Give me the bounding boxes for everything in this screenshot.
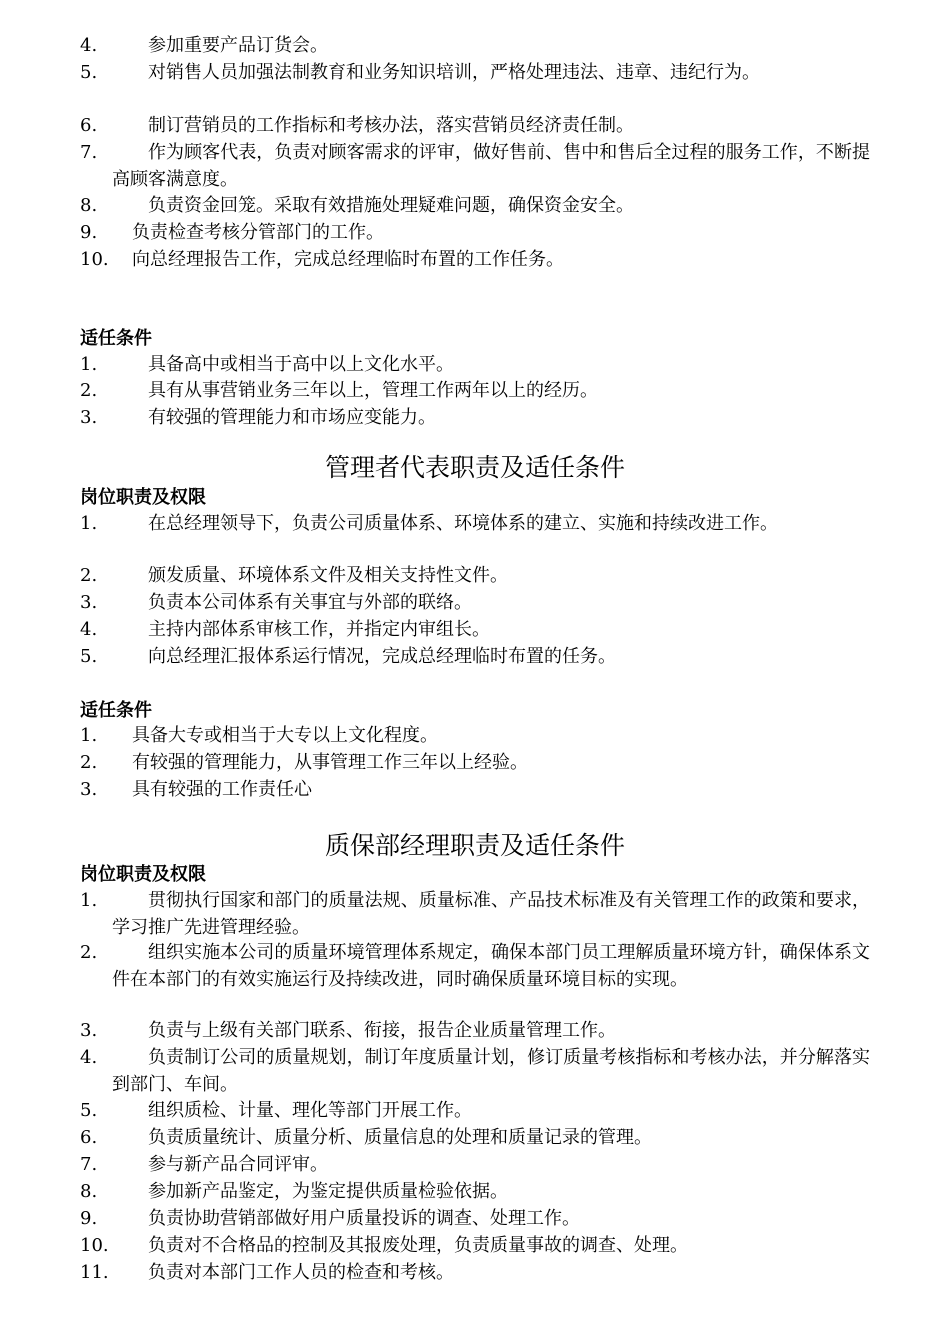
item-number: 2. [80,565,98,586]
list-item [80,617,870,644]
item-number: 1. [80,725,98,746]
item-text: 具备高中或相当于高中以上文化水平。 [148,354,454,375]
item-text: 负责检查考核分管部门的工作。 [132,222,384,243]
item-text: 参加新产品鉴定，为鉴定提供质量检验依据。 [148,1181,508,1202]
item-text: 向总经理汇报体系运行情况，完成总经理临时布置的任务。 [148,646,616,667]
list-item [80,1179,870,1206]
list-item [80,1045,870,1098]
item-number: 8. [80,195,98,216]
item-number: 9. [80,222,98,243]
item-text: 在总经理领导下，负责公司质量体系、环境体系的建立、实施和持续改进工作。 [148,513,778,534]
list-item [80,590,870,617]
item-number: 5. [80,62,98,83]
item-number: 3. [80,592,98,613]
item-text: 负责对不合格品的控制及其报废处理，负责质量事故的调查、处理。 [148,1235,688,1256]
item-number: 1. [80,513,98,534]
item-text: 对销售人员加强法制教育和业务知识培训，严格处理违法、违章、违纪行为。 [148,62,760,83]
list-item [80,378,870,405]
list-item [80,247,870,274]
item-text: 颁发质量、环境体系文件及相关支持性文件。 [148,565,508,586]
item-text: 参加重要产品订货会。 [148,35,328,56]
item-number: 7. [80,142,98,163]
item-number: 4. [80,1047,98,1068]
list-item [80,644,870,671]
list-item [80,140,870,193]
list-item [80,405,870,432]
item-text: 负责本公司体系有关事宜与外部的联络。 [148,592,472,613]
section-heading: 适任条件 [80,328,152,349]
item-text: 负责资金回笼。采取有效措施处理疑难问题，确保资金安全。 [148,195,634,216]
item-number: 10. [80,1235,109,1256]
item-text: 有较强的管理能力和市场应变能力。 [148,407,436,428]
list-item [80,352,870,379]
item-text: 具备大专或相当于大专以上文化程度。 [132,725,438,746]
item-text: 贯彻执行国家和部门的质量法规、质量标准、产品技术标准及有关管理工作的政策和要求，学习推广先进管理经验。 [112,890,870,938]
list-item [80,1152,870,1179]
item-number: 1. [80,354,98,375]
list-item [80,750,870,777]
item-number: 9. [80,1208,98,1229]
item-text: 有较强的管理能力，从事管理工作三年以上经验。 [132,752,528,773]
item-number: 11. [80,1262,109,1283]
section-heading: 岗位职责及权限 [80,487,206,508]
item-text: 负责对本部门工作人员的检查和考核。 [148,1262,454,1283]
item-number: 6. [80,115,98,136]
list-item [80,1125,870,1152]
list-item [80,1098,870,1125]
item-text: 作为顾客代表，负责对顾客需求的评审，做好售前、售中和售后全过程的服务工作，不断提高顾客满意度。 [112,142,870,190]
item-number: 7. [80,1154,98,1175]
section-title: 质保部经理职责及适任条件 [324,831,625,860]
item-text: 负责协助营销部做好用户质量投诉的调查、处理工作。 [148,1208,580,1229]
item-text: 组织实施本公司的质量环境管理体系规定，确保本部门员工理解质量环境方针，确保体系文件在本部门的有效实施运行及持续改进，同时确保质量环境目标的实现。 [112,942,870,990]
list-item [80,888,870,941]
item-text: 负责与上级有关部门联系、衔接，报告企业质量管理工作。 [148,1020,616,1041]
item-text: 具有从事营销业务三年以上，管理工作两年以上的经历。 [148,380,598,401]
item-text: 负责质量统计、质量分析、质量信息的处理和质量记录的管理。 [148,1127,652,1148]
item-number: 2. [80,752,98,773]
section-heading: 适任条件 [80,700,152,721]
item-number: 6. [80,1127,98,1148]
item-text: 组织质检、计量、理化等部门开展工作。 [148,1100,472,1121]
item-number: 5. [80,646,98,667]
item-number: 5. [80,1100,98,1121]
item-text: 制订营销员的工作指标和考核办法，落实营销员经济责任制。 [148,115,634,136]
item-number: 3. [80,407,98,428]
item-text: 负责制订公司的质量规划，制订年度质量计划，修订质量考核指标和考核办法，并分解落实到部门、车间。 [112,1047,870,1095]
list-item [80,1233,870,1260]
list-item [80,511,870,538]
item-text: 具有较强的工作责任心 [132,779,312,800]
section-heading: 岗位职责及权限 [80,864,206,885]
list-item [80,1260,870,1287]
item-number: 10. [80,249,109,270]
list-item [80,1206,870,1233]
list-item [80,193,870,220]
section-title: 管理者代表职责及适任条件 [324,453,625,482]
item-number: 2. [80,380,98,401]
item-text: 主持内部体系审核工作，并指定内审组长。 [148,619,490,640]
list-item [80,1018,870,1045]
list-item [80,60,870,87]
item-number: 3. [80,1020,98,1041]
item-text: 参与新产品合同评审。 [148,1154,328,1175]
item-number: 3. [80,779,98,800]
item-text: 向总经理报告工作，完成总经理临时布置的工作任务。 [132,249,564,270]
list-item [80,940,870,993]
list-item [80,220,870,247]
list-item [80,723,870,750]
item-number: 4. [80,35,98,56]
item-number: 2. [80,942,98,963]
list-item [80,563,870,590]
list-item [80,113,870,140]
list-item [80,33,870,60]
list-item [80,777,870,804]
item-number: 8. [80,1181,98,1202]
item-number: 1. [80,890,98,911]
item-number: 4. [80,619,98,640]
